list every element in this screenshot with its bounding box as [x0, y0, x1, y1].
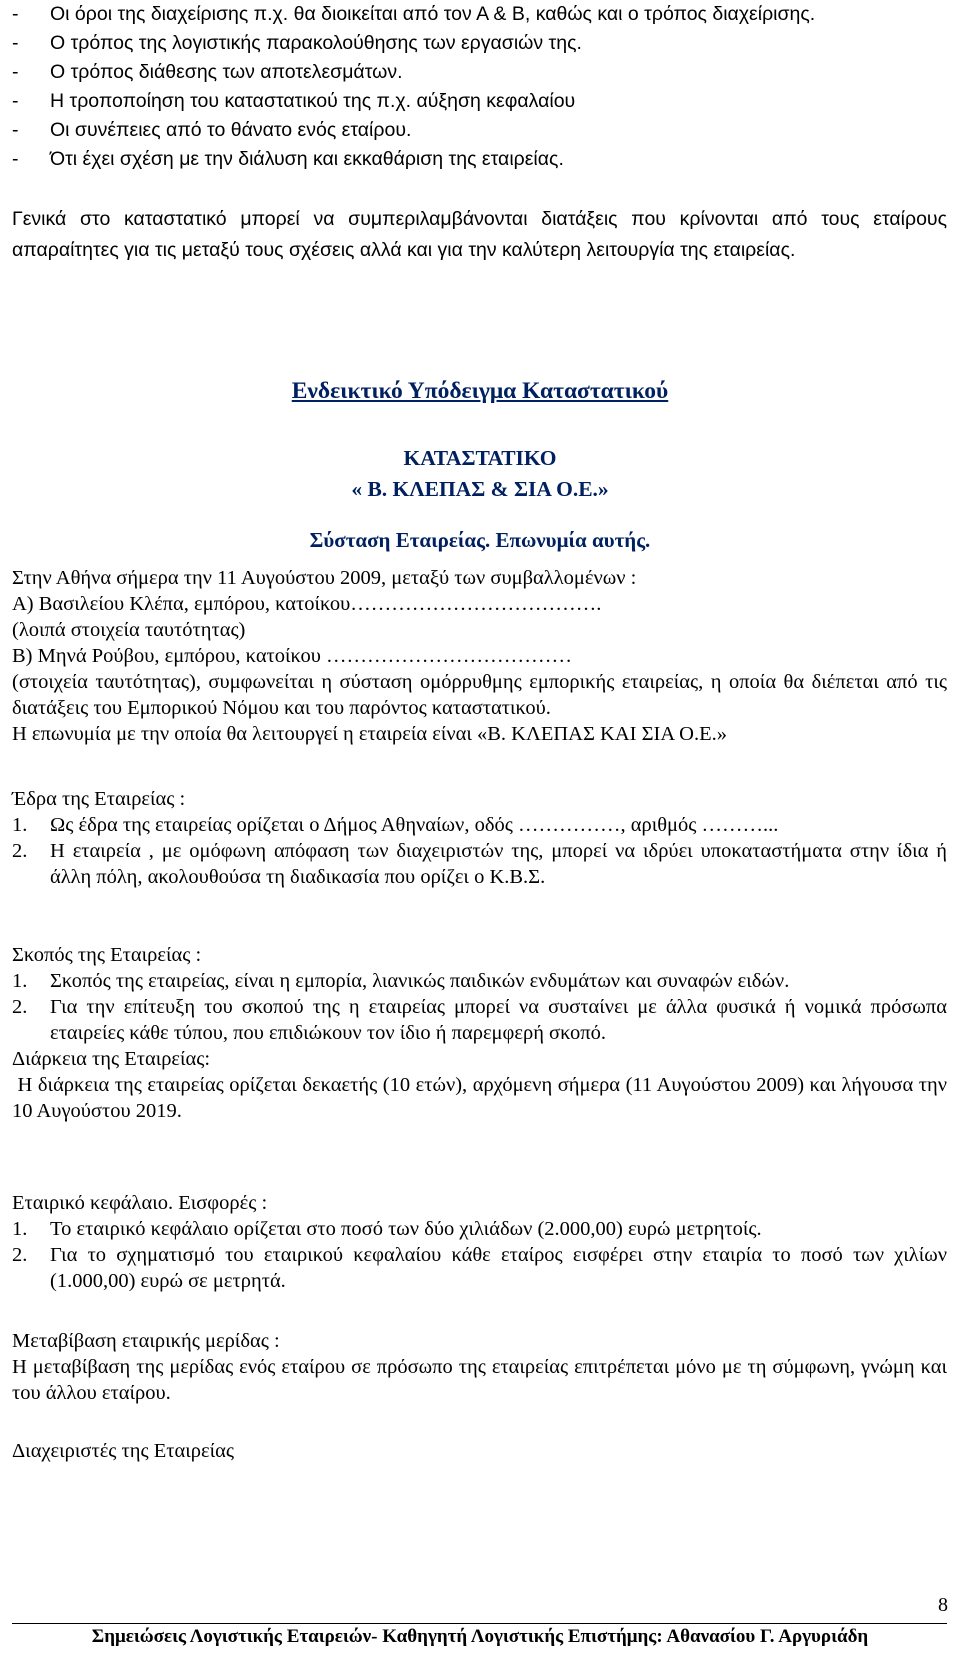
list-item: [12, 838, 947, 890]
list-item: [12, 1242, 947, 1294]
company-name: « Β. ΚΛΕΠΑΣ & ΣΙΑ Ο.Ε.»: [351, 477, 609, 501]
founding-name-line: Η επωνυμία με την οποία θα λειτουργεί η εταιρεία είναι «Β. ΚΛΕΠΑΣ ΚΑΙ ΣΙΑ Ο.Ε.»: [12, 723, 727, 745]
item-text: Για την επίτευξη του σκοπού της η εταιρείας μπορεί να συσταίνει με άλλα φυσικά ή νομικά πρόσωπα εταιρείες κάθε τύπου, που επιδιώκουν τον ίδιο ή παρεμφερή σκοπό.: [50, 996, 947, 1044]
list-dash: -: [12, 61, 19, 83]
capital-section: [12, 1190, 947, 1294]
founding-paragraph: (στοιχεία ταυτότητας), συμφωνείται η σύσταση ομόρρυθμης εμπορικής εταιρείας, η οποία θα διέπεται από τις διατάξεις του Εμπορικού Νόμου και του παρόντος καταστατικού.: [12, 671, 947, 719]
purpose-section: [12, 942, 953, 1124]
list-item: [12, 968, 947, 994]
footer-divider: [12, 1623, 947, 1624]
item-number: 1.: [12, 814, 28, 836]
item-number: 1.: [12, 1218, 28, 1240]
seat-section: [12, 786, 947, 890]
list-item-text: Οι όροι της διαχείρισης π.χ. θα διοικείται από τον Α & Β, καθώς και ο τρόπος διαχείρισης.: [50, 3, 816, 25]
intro-paragraph: Γενικά στο καταστατικό μπορεί να συμπεριλαμβάνονται διατάξεις που κρίνονται από τους εταίρους απαραίτητες για τις μεταξύ τους σχέσεις αλλά και για την καλύτερη λειτουργία της εταιρείας.: [12, 208, 947, 261]
founding-block: [12, 565, 947, 747]
capital-heading: Εταιρικό κεφάλαιο. Εισφορές :: [12, 1192, 268, 1214]
item-number: 1.: [12, 970, 28, 992]
list-dash: -: [12, 32, 19, 54]
item-number: 2.: [12, 1244, 28, 1266]
list-item: [12, 58, 947, 87]
list-item: [12, 87, 947, 116]
list-item-text: Ο τρόπος διάθεσης των αποτελεσμάτων.: [50, 61, 403, 83]
founding-line: Β) Μηνά Ρούβου, εμπόρου, κατοίκου ………………………………: [12, 645, 572, 667]
list-dash: -: [12, 3, 19, 25]
founding-line: Α) Βασιλείου Κλέπα, εμπόρου, κατοίκου……………………………….: [12, 593, 602, 615]
document-title: ΚΑΤΑΣΤΑΤΙΚΟ: [403, 446, 557, 470]
item-text: Για το σχηματισμό του εταιρικού κεφαλαίου κάθε εταίρος εισφέρει στην εταιρία το ποσό των χιλίων (1.000,00) ευρώ σε μετρητά.: [50, 1244, 947, 1292]
item-number: 2.: [12, 996, 28, 1018]
founding-line: Στην Αθήνα σήμερα την 11 Αυγούστου 2009, μεταξύ των συμβαλλομένων :: [12, 567, 637, 589]
item-text: Ως έδρα της εταιρείας ορίζεται ο Δήμος Αθηναίων, οδός ……………, αριθμός ………...: [50, 814, 779, 836]
list-item: [12, 116, 947, 145]
sample-heading: Ενδεικτικό Υπόδειγμα Καταστατικού: [291, 378, 669, 404]
list-item-text: Ο τρόπος της λογιστικής παρακολούθησης των εργασιών της.: [50, 32, 582, 54]
founding-line: (λοιπά στοιχεία ταυτότητας): [12, 619, 246, 641]
duration-heading: Διάρκεια της Εταιρείας:: [12, 1048, 211, 1070]
transfer-section: [12, 1328, 947, 1406]
list-item: [12, 994, 947, 1046]
list-item-text: Οι συνέπειες από το θάνατο ενός εταίρου.: [50, 119, 412, 141]
list-item: [12, 812, 947, 838]
transfer-heading: Μεταβίβαση εταιρικής μερίδας :: [12, 1330, 280, 1352]
item-text: Σκοπός της εταιρείας, είναι η εμπορία, λιανικώς παιδικών ενδυμάτων και συναφών ειδών.: [50, 970, 790, 992]
list-item: [12, 145, 947, 174]
purpose-heading: Σκοπός της Εταιρείας :: [12, 944, 202, 966]
list-dash: -: [12, 119, 19, 141]
section-founding-heading: Σύσταση Εταιρείας. Επωνυμία αυτής.: [309, 528, 651, 552]
seat-heading: Έδρα της Εταιρείας :: [12, 788, 186, 810]
list-item-text: Η τροποποίηση του καταστατικού της π.χ. αύξηση κεφαλαίου: [50, 90, 576, 112]
managers-heading: Διαχειριστές της Εταιρείας: [12, 1440, 234, 1462]
item-text: Το εταιρικό κεφάλαιο ορίζεται στο ποσό των δύο χιλιάδων (2.000,00) ευρώ μετρητοίς.: [50, 1218, 762, 1240]
document-title-block: [0, 443, 960, 505]
item-text: Η εταιρεία , με ομόφωνη απόφαση των διαχειριστών της, μπορεί να ιδρύει υποκαταστήματα στην ίδια ή άλλη πόλη, ακολουθούσα τη διαδικασία που ορίζει ο Κ.Β.Σ.: [50, 840, 947, 888]
transfer-text: Η μεταβίβαση της μερίδας ενός εταίρου σε πρόσωπο της εταιρείας επιτρέπεται μόνο με τη σύμφωνη, γνώμη και του άλλου εταίρου.: [12, 1356, 947, 1404]
list-dash: -: [12, 148, 19, 170]
item-number: 2.: [12, 840, 28, 862]
list-item: [12, 29, 947, 58]
list-item-text: Ότι έχει σχέση με την διάλυση και εκκαθάριση της εταιρείας.: [50, 148, 564, 170]
duration-text: Η διάρκεια της εταιρείας ορίζεται δεκαετής (10 ετών), αρχόμενη σήμερα (11 Αυγούστου 2009) και λήγουσα την 10 Αυγούστου 2019.: [12, 1074, 953, 1122]
list-item: [12, 1216, 947, 1242]
list-dash: -: [12, 90, 19, 112]
list-item: [12, 0, 947, 29]
footer-text: Σημειώσεις Λογιστικής Εταιρειών- Καθηγητή Λογιστικής Επιστήμης: Αθανασίου Γ. Αργυριάδη: [91, 1626, 869, 1647]
intro-dash-list: [12, 0, 947, 174]
page-number: 8: [938, 1594, 948, 1616]
